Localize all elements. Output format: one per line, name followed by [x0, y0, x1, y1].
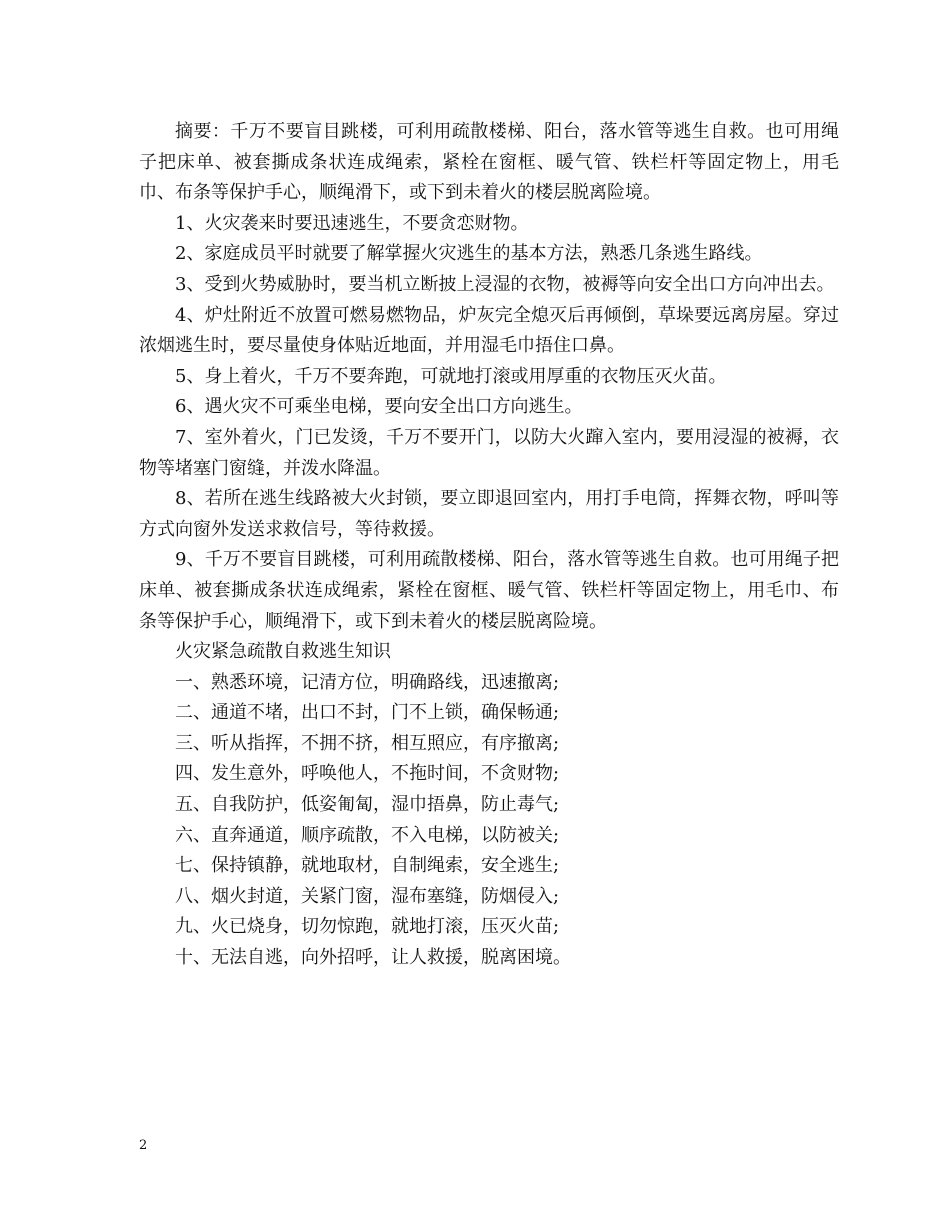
tip-paragraph-6: 6、遇火灾不可乘坐电梯，要向安全出口方向逃生。 — [175, 396, 583, 418]
rule-item-4: 四、发生意外，呼唤他人，不拖时间，不贪财物; — [175, 763, 560, 785]
page-number: 2 — [139, 1138, 148, 1153]
tip-paragraph-5: 5、身上着火，千万不要奔跑，可就地打滚或用厚重的衣物压灭火苗。 — [175, 365, 727, 387]
tip-paragraph-1: 1、火灾袭来时要迅速逃生，不要贪恋财物。 — [175, 212, 529, 234]
document-body — [139, 117, 839, 974]
rule-item-5: 五、自我防护，低姿匍匐，湿巾捂鼻，防止毒气; — [175, 794, 560, 816]
tip-paragraph-4: 4、炉灶附近不放置可燃易燃物品，炉灰完全熄灭后再倾倒，草垛要远离房屋。穿过浓烟逃生时，要尽量使身体贴近地面，并用湿毛巾捂住口鼻。 — [139, 304, 839, 357]
rule-item-10: 十、无法自逃，向外招呼，让人救援，脱离困境。 — [175, 947, 571, 969]
rule-item-8: 八、烟火封道，关紧门窗，湿布塞缝，防烟侵入; — [175, 885, 560, 907]
rule-item-9: 九、火已烧身，切勿惊跑，就地打滚，压灭火苗; — [175, 916, 560, 938]
tip-paragraph-7: 7、室外着火，门已发烫，千万不要开门，以防大火蹿入室内，要用浸湿的被褥，衣物等堵塞门窗缝，并泼水降温。 — [139, 426, 839, 479]
rule-item-3: 三、听从指挥，不拥不挤，相互照应，有序撤离; — [175, 732, 560, 754]
tip-paragraph-9: 9、千万不要盲目跳楼，可利用疏散楼梯、阳台，落水管等逃生自救。也可用绳子把床单、被套撕成条状连成绳索，紧栓在窗框、暖气管、铁栏杆等固定物上，用毛巾、布条等保护手心，顺绳滑下，或下到未着火的楼层脱离险境。 — [139, 549, 839, 632]
rule-item-6: 六、直奔通道，顺序疏散，不入电梯，以防被关; — [175, 824, 560, 846]
section-title: 火灾紧急疏散自救逃生知识 — [175, 641, 391, 663]
abstract-paragraph: 摘要：千万不要盲目跳楼，可利用疏散楼梯、阳台，落水管等逃生自救。也可用绳子把床单、被套撕成条状连成绳索，紧栓在窗框、暖气管、铁栏杆等固定物上，用毛巾、布条等保护手心，顺绳滑下，或下到未着火的楼层脱离险境。 — [139, 121, 839, 204]
tip-paragraph-2: 2、家庭成员平时就要了解掌握火灾逃生的基本方法，熟悉几条逃生路线。 — [175, 243, 763, 265]
rule-item-7: 七、保持镇静，就地取材，自制绳索，安全逃生; — [175, 855, 560, 877]
tip-paragraph-3: 3、受到火势威胁时，要当机立断披上浸湿的衣物，被褥等向安全出口方向冲出去。 — [175, 273, 835, 295]
rule-item-2: 二、通道不堵，出口不封，门不上锁，确保畅通; — [175, 702, 560, 724]
tip-paragraph-8: 8、若所在逃生线路被大火封锁，要立即退回室内，用打手电筒，挥舞衣物，呼叫等方式向窗外发送求救信号，等待救援。 — [139, 488, 839, 540]
rule-item-1: 一、熟悉环境，记清方位，明确路线，迅速撤离; — [175, 671, 560, 693]
